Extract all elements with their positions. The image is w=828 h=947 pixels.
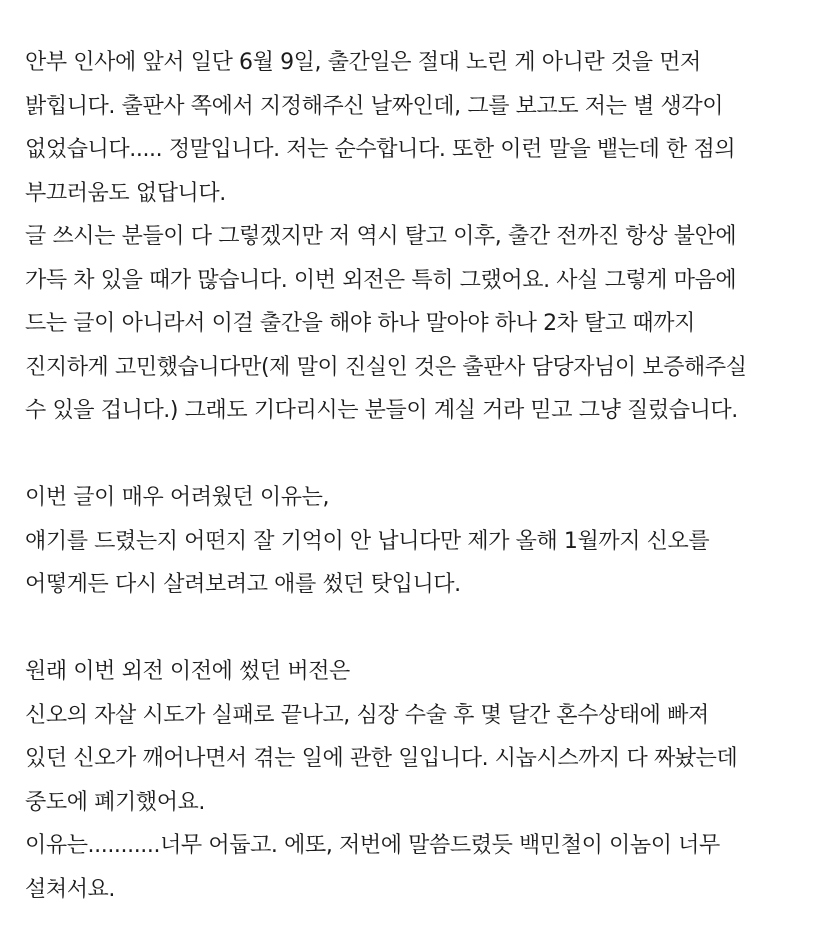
text-line: 이번 글이 매우 어려웠던 이유는, <box>25 485 330 510</box>
text-line: 있던 신오가 깨어나면서 겪는 일에 관한 일입니다. 시놉시스까지 다 짜놨는데 <box>25 746 738 771</box>
paragraph-gap <box>25 607 825 651</box>
text-line: 밝힙니다. 출판사 쪽에서 지정해주신 날짜인데, 그를 보고도 저는 별 생각이 <box>25 93 724 119</box>
text-line: 얘기를 드렸는지 어떤지 잘 기억이 안 납니다만 제가 올해 1월까지 신오를 <box>25 528 710 554</box>
text-line: 안부 인사에 앞서 일단 6월 9일, 출간일은 절대 노린 게 아니란 것을 먼저 <box>25 50 701 75</box>
text-line: 부끄러움도 없답니다. <box>25 180 226 206</box>
text-line: 이유는...........너무 어둡고. 에또, 저번에 말씀드렸듯 백민철이 이놈이 너무 <box>25 833 720 858</box>
text-line: 글 쓰시는 분들이 다 그렇겠지만 저 역시 탈고 이후, 출간 전까진 항상 불안에 <box>25 224 737 249</box>
text-line: 어떻게든 다시 살려보려고 애를 썼던 탓입니다. <box>25 572 461 597</box>
text-line: 드는 글이 아니라서 이걸 출간을 해야 하나 말아야 하나 2차 탈고 때까지 <box>25 311 695 336</box>
paragraph-1 <box>25 41 825 433</box>
text-line: 진지하게 고민했습니다만(제 말이 진실인 것은 출판사 담당자님이 보증해주실 <box>25 354 747 380</box>
text-line: 원래 이번 외전 이전에 썼던 버전은 <box>25 659 350 684</box>
paragraph-3 <box>25 650 825 911</box>
text-line: 가득 차 있을 때가 많습니다. 이번 외전은 특히 그랬어요. 사실 그렇게 마음에 <box>25 267 737 293</box>
text-line: 없었습니다..... 정말입니다. 저는 순수합니다. 또한 이런 말을 뱉는데 한 점의 <box>25 137 736 162</box>
text-line: 수 있을 겁니다.) 그래도 기다리시는 분들이 계실 거라 믿고 그냥 질렀습니다. <box>25 398 738 423</box>
paragraph-2 <box>25 476 825 607</box>
text-line: 중도에 폐기했어요. <box>25 789 206 815</box>
text-line: 설쳐서요. <box>25 876 116 902</box>
paragraph-gap <box>25 433 825 477</box>
text-line: 신오의 자살 시도가 실패로 끝나고, 심장 수술 후 몇 달간 혼수상태에 빠져 <box>25 702 709 728</box>
document-body <box>25 41 825 911</box>
